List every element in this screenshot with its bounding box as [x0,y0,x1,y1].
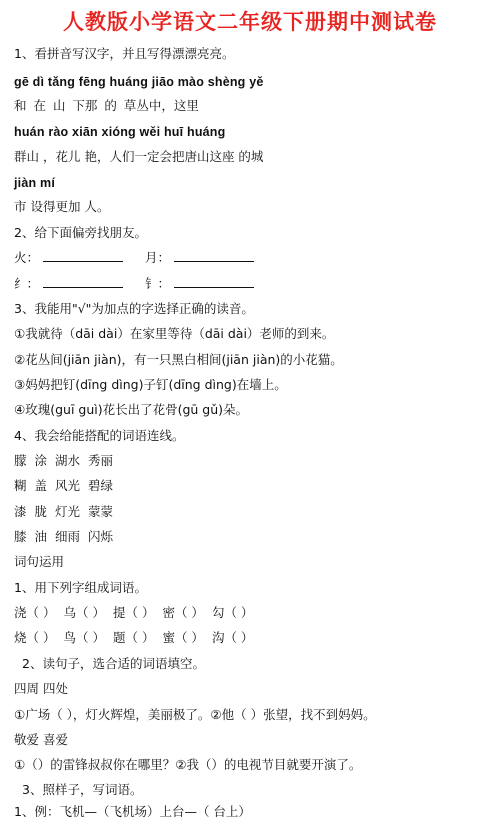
s2-q1-row-1 [14,604,261,622]
word[interactable]: 碧绿 [88,478,114,493]
q4-row-4 [14,528,121,546]
char-item: 勾（ ） [211,605,254,620]
radical-metal: 钅： [145,276,171,291]
word[interactable]: 湖水 [55,453,81,468]
example-line: 1、例：飞机—（飞机场）上台—（ 台上） [14,804,251,819]
word[interactable]: 糊 [14,478,27,493]
char-item: 鸟（ ） [63,630,105,645]
s2-q3-prompt: 3、照样子，写词语。 [22,782,143,797]
radical-silk: 纟： [14,276,40,291]
q3-prompt: 3、我能用"√"为加点的字选择正确的读音。 [14,301,254,316]
char-item: 烧（ ） [14,630,56,645]
answer-blank[interactable] [174,249,254,262]
s2-q2-prompt: 2、读句子，选合适的词语填空。 [22,656,205,671]
q3-item-4: ④玫瑰(guī guì)花长出了花骨(gū gǔ)朵。 [14,402,249,417]
word[interactable]: 盖 [34,478,48,493]
word[interactable]: 油 [34,529,48,544]
word[interactable]: 灯光 [55,504,81,519]
fill-sentence-1: ①广场（ ），灯火辉煌，美丽极了。②他（ ）张望，找不到妈妈。 [14,707,376,722]
q1-text-line-1: 和 在 山 下那 的 草丛中，这里 [14,98,199,113]
q1-text-line-3: 市 设得更加 人。 [14,199,110,214]
q1-pinyin-line-1: gē dì tǎng fēng huáng jiāo mào shèng yě [14,75,264,89]
answer-blank[interactable] [174,275,254,288]
char-item: 沟（ ） [211,630,254,645]
answer-blank[interactable] [43,275,123,288]
q3-item-3: ③妈妈把钉(dīng dìng)子钉(dīng dìng)在墙上。 [14,377,287,392]
word[interactable]: 闪烁 [88,529,114,544]
q4-prompt: 4、我会给能搭配的词语连线。 [14,428,185,443]
word[interactable]: 涂 [34,453,48,468]
radical-fire: 火： [14,250,40,265]
q2-prompt: 2、给下面偏旁找朋友。 [14,225,147,240]
q4-row-1 [14,452,121,470]
word[interactable]: 秀丽 [88,453,114,468]
word[interactable]: 蒙蒙 [88,504,114,519]
q4-row-2 [14,477,121,495]
word[interactable]: 风光 [55,478,81,493]
q1-pinyin-line-3: jiàn mí [14,176,55,190]
char-item: 提（ ） [112,605,155,620]
word[interactable]: 胧 [34,504,48,519]
fill-sentence-2: ①（）的雷锋叔叔你在哪里？②我（）的电视节目就要开演了。 [14,757,362,772]
word[interactable]: 朦 [14,453,27,468]
char-item: 题（ ） [112,630,155,645]
char-item: 浇（ ） [14,605,56,620]
q2-row-2 [14,275,258,293]
radical-moon: 月： [145,250,171,265]
char-item: 乌（ ） [63,605,105,620]
s2-q1-prompt: 1、用下列字组成词语。 [14,580,147,595]
q4-row-3 [14,503,121,521]
word[interactable]: 膝 [14,529,27,544]
q1-pinyin-line-2: huán rào xiān xióng wěi huī huáng [14,125,226,139]
answer-blank[interactable] [43,249,123,262]
char-item: 蜜（ ） [162,630,204,645]
word-choices-2: 敬爱 喜爱 [14,732,68,747]
page-title: 人教版小学语文二年级下册期中测试卷 [63,10,437,34]
section-heading: 词句运用 [14,554,65,569]
q3-item-1: ①我就待（dāi dài）在家里等待（dāi dài）老师的到来。 [14,326,335,341]
s2-q1-row-2 [14,629,261,647]
q2-row-1 [14,249,258,267]
word[interactable]: 漆 [14,504,27,519]
q3-item-2: ②花丛间(jiān jiàn)，有一只黑白相间(jiān jiàn)的小花猫。 [14,352,343,367]
word-choices-1: 四周 四处 [14,681,68,696]
q1-prompt: 1、看拼音写汉字，并且写得漂漂亮亮。 [14,46,235,61]
word[interactable]: 细雨 [55,529,81,544]
q1-text-line-2: 群山 ，花儿 艳，人们一定会把唐山这座 的城 [14,149,264,164]
char-item: 密（ ） [162,605,204,620]
